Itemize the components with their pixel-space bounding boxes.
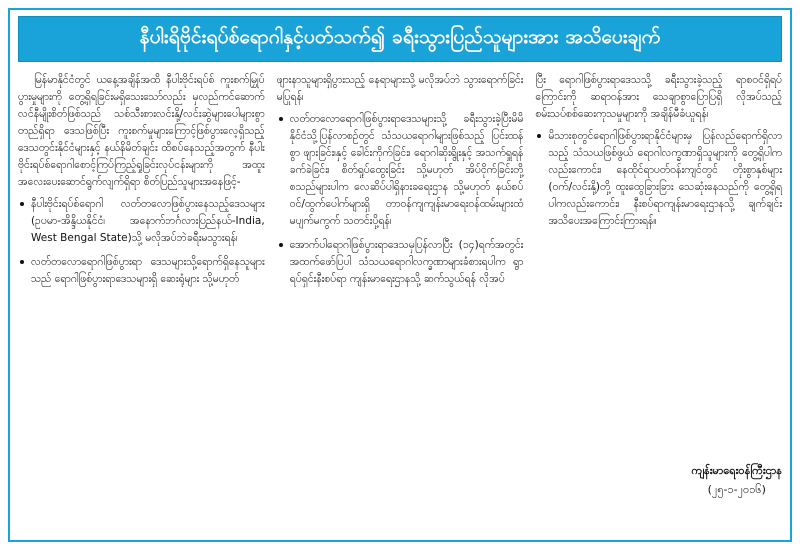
signature-block [692,462,782,499]
list-item: မိသားစုတွင်ရောဂါဖြစ်ပွားရာနိုင်ငံများမှ ပြန်လည်ရောက်ရှိလာသည့် သံသယဖြစ်ဖွယ် ရောဂါလက္ခဏာရှိသူများကို တွေ့ရှိပါကလည်းကောင်း၊ နေထိုင်ရာပတ်ဝန်းကျင်တွင် တိုးစွာနှစ်များ (ဝက်/လင်းနို့)တို့ ထူးထွေခြားခြား သေဆုံးနေသည်ကို တွေ့ရှိရပါကလည်းကောင်း၊ နီးစပ်ရာကျန်းမာရေးဌာနသို့ ချက်ချင်းအသိပေးအကြောင်းကြားရန်။ [535,128,782,230]
document-frame [8,8,792,542]
list-item: လတ်တလောရောဂါဖြစ်ပွားရာဒေသများသို့ ခရီးသွားခဲ့ပြီးမိမိနိုင်ငံသို့ပြန်လာစဉ်တွင် သံသယရောဂါများဖြစ်သည့် ပြင်းထန်စွာ ဖျားခြင်း၊နှင့် ခေါင်းကိုက်ခြင်း၊ ရောဂါဆိုးရွိုးနှင့် အသက်ရှူရန်ခက်ခဲခြင်း၊ စိတ်ရှုပ်ထွေးခြင်း သို့မဟုတ် အိပ်ငိုက်ခြင်းတို့စသည်များပါက လေဆိပ်ပါရှိနားခရေးဌာန သို့မဟုတ် နယ်စပ်ဝင်/ထွက်ပေါက်များရှိ တာဝန်ကျကျန်းမာရေးဝန်ထမ်းများထံ မပျက်မကွက် သတင်းပို့ရန်၊ [277,111,524,230]
column-3 [535,72,782,502]
column-1 [18,72,265,502]
bullet-list [535,128,782,230]
signature-date: (၂၅-၁-၂၀၁၆) [707,483,766,497]
page-title: နီပါးရိဗိုင်းရပ်စ်ရောဂါနှင့်ပတ်သက်၍ ခရီးသွားပြည်သူများအား အသိပေးချက် [18,16,782,62]
column-2 [277,72,524,502]
list-item: အောက်ပါရောဂါဖြစ်ပွားရာဒေသမှပြန်လာပြီး (၁၄)ရက်အတွင်း အထက်ဖော်ပြပါ သံသယရောဂါလက္ခဏာများခံစားရပါက ရွာရပ်ရှင်းနီးစပ်ရာ ကျန်းမာရေးဌာနသို့ ဆက်သွယ်ရန် လိုအပ် [277,237,524,288]
article-columns [18,72,782,502]
bullet-list [277,111,524,288]
paragraph: ဖျားနာသူများရှိပွားသည့် နေရာများသို့ မလိုအပ်ဘဲ သွားရောက်ခြင်း မပြုရန်၊ [276,73,524,103]
paragraph: ပြီး ရောဂါဖြစ်ပွားရာဒေသသို့ ခရီးသွားခဲ့သည့် ရာစဝင်ရှိရပ်ကြောင်းကို ဆရာဝန်အား သေချာစွာပြောပြရှိ လိုအပ်သည့် စမ်းသပ်စစ်ဆေးကုသမှုများကို အချိန်မီခံယူရန်၊ [535,73,783,120]
paragraph: မြန်မာနိုင်ငံတွင် ယနေ့အချိန်အထိ နီပါးဗိုင်းရပ်စ် ကူးစက်မြှုပ်ပွားမှုများကို တွေ့ရှိရခြင်းမရှိသေးသော်လည်း မှလည်ကင်ဆောက် လင်နီမျိုးစိတ်ဖြစ်သည် သစ်သီးစားလင်းနို့/လင်းဆွဲများပေါများစွာ တည်ရှိရာ ဒေသဖြစ်ပြီး ကူးစက်မှုများကြောင့်ဖြစ်ပွားလေ့ရှိသည့် ဒေသတွင်းနိုင်ငံများနှင့် နယ်နိမိတ်ချင်း ထိစပ်နေသည့်အတွက် နီပါးဗိုင်းရပ်စ်ရောဂါစောင့်ကြပ်ကြည့်ရှုခြင်းလုပ်ငန်းများကို အထူးအလေးပေးဆောင်ရွက်လျက်ရှိရာ စိတ်ပြည်သူများအနေဖြင့်- [18,73,265,188]
signature-authority: ကျန်းမာရေးဝန်ကြီးဌာန [691,464,783,478]
bullet-list [18,196,265,288]
list-item: လတ်တလောရောဂါဖြစ်ပွားရာ ဒေသများသို့ရောက်ရှိနေသူများသည် ရောဂါဖြစ်ပွားရာဒေသများရှိ ဆေးရုံများ သို့မဟုတ် [18,254,265,288]
list-item: နီပါးဗိုင်းရပ်စ်ရောဂါ လတ်တလောဖြစ်ပွားနေသည့်ဒေသများ (ဥပမာ-အိန္ဒိယနိုင်ငံ၊ အနောက်ဘင်္ဂလားပြည်နယ်-India, West Bengal State)သို့ မလိုအပ်ဘဲခရီးမသွားရန်၊ [18,196,265,247]
